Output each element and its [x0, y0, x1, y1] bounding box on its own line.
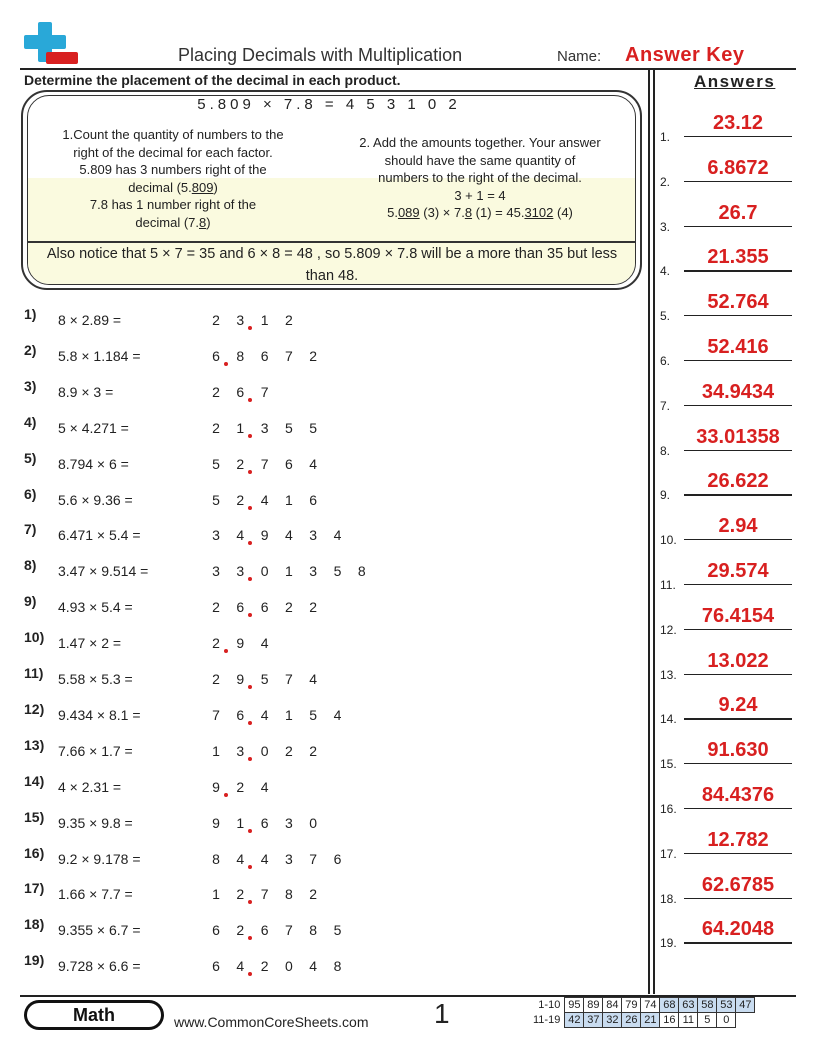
- decimal-point-marker: [248, 506, 252, 510]
- score-cell: 63: [679, 998, 698, 1013]
- problem-row: [0, 844, 640, 881]
- product-digit: 4: [260, 778, 269, 795]
- problem-number: 1): [24, 306, 37, 322]
- product-digit: 2: [260, 958, 269, 975]
- decimal-point-marker: [224, 362, 228, 366]
- product-digit: 8: [309, 922, 318, 939]
- decimal-point-marker: [248, 613, 252, 617]
- answer-line: [684, 494, 792, 495]
- answer-line: [684, 136, 792, 137]
- answer-line: [684, 315, 792, 316]
- problem-number: 10): [24, 629, 45, 646]
- product-digit: 2: [236, 778, 245, 795]
- score-cell: 21: [641, 1013, 660, 1028]
- answer-value: 6.8672: [707, 156, 769, 179]
- product-digit: 6: [260, 814, 269, 831]
- decimal-point-marker: [248, 865, 252, 869]
- answer-row: [656, 604, 796, 649]
- problem-row: [0, 449, 640, 486]
- problem-expression: 9.355 × 6.7 =: [58, 922, 141, 939]
- product-digit: 0: [284, 958, 293, 975]
- column-divider: [648, 68, 650, 994]
- product-digit: 9: [212, 778, 220, 795]
- product-digit: 4: [236, 850, 245, 867]
- problem-row: [0, 485, 640, 522]
- product-digit: 2: [236, 886, 245, 903]
- problem-row: [0, 341, 640, 378]
- product-digit: 5: [212, 455, 220, 472]
- product-digit: 0: [260, 742, 269, 759]
- product-digit: 2: [284, 742, 293, 759]
- worksheet-title: Placing Decimals with Multiplication: [178, 45, 463, 65]
- answer-line: [684, 539, 792, 540]
- problem-number: 9): [24, 593, 37, 610]
- product-digit: 0: [309, 814, 318, 831]
- answer-line: [684, 629, 792, 630]
- product-digit: 8: [333, 958, 342, 975]
- problem-row: [0, 306, 640, 342]
- decimal-point-marker: [248, 398, 252, 402]
- score-range-label: 11-19: [533, 1014, 561, 1026]
- problem-expression: 5.58 × 5.3 =: [58, 671, 133, 687]
- product-digit: 2: [236, 491, 245, 508]
- answer-number: 16.: [660, 802, 677, 816]
- problem-expression: 8.9 × 3 =: [58, 383, 114, 400]
- product-digit: 7: [284, 347, 293, 364]
- example-step-1: 1.Count the quantity of numbers to the right of the decimal for each factor. 5.809 has 3 numbers right of the decimal (5.809) 7.8 has 1 number right of the decimal (7.8): [62, 127, 284, 230]
- product-digit: 7: [309, 850, 318, 867]
- decimal-point-marker: [248, 470, 252, 474]
- problem-row: [0, 700, 640, 737]
- product-digit: 5: [212, 491, 220, 508]
- answer-number: 7.: [660, 398, 671, 413]
- product-digit: 3: [236, 563, 245, 580]
- answer-value: 23.12: [712, 112, 764, 134]
- product-digit: 2: [309, 599, 318, 616]
- answer-row: [656, 784, 796, 828]
- decimal-point-marker: [248, 721, 252, 725]
- product-digit: 6: [260, 347, 269, 364]
- decimal-point-marker: [224, 649, 228, 653]
- score-cell: 74: [641, 998, 660, 1013]
- decimal-point-marker: [248, 434, 252, 438]
- score-cell: 11: [679, 1013, 698, 1028]
- product-digit: 2: [212, 312, 220, 328]
- answer-value: 26.622: [707, 470, 769, 493]
- problem-expression: 8 × 2.89 =: [58, 312, 122, 328]
- answer-row: [656, 649, 796, 694]
- page-number: 1: [434, 998, 450, 1029]
- answer-value: 52.764: [707, 291, 769, 314]
- answer-key-label: Answer Key: [625, 44, 745, 66]
- product-digit: 1: [284, 563, 293, 580]
- answer-line: [684, 405, 792, 406]
- product-digit: 3: [309, 563, 318, 580]
- problem-row: [0, 629, 640, 665]
- answer-number: 12.: [660, 622, 677, 637]
- product-digit: 7: [212, 706, 220, 723]
- product-digit: 4: [309, 455, 318, 472]
- decimal-point-marker: [248, 326, 252, 330]
- product-digit: 6: [260, 922, 269, 939]
- problem-number: 16): [24, 844, 45, 861]
- decimal-point-marker: [248, 936, 252, 940]
- answer-value: 33.01358: [696, 425, 780, 448]
- problem-expression: 9.35 × 9.8 =: [58, 814, 133, 831]
- problem-expression: 1.66 × 7.7 =: [58, 886, 133, 903]
- product-digit: 4: [333, 706, 342, 723]
- answers-heading: Answers: [694, 72, 776, 91]
- problem-row: [0, 772, 640, 809]
- answer-value: 12.782: [707, 828, 769, 851]
- answer-number: 6.: [660, 354, 671, 368]
- problem-number: 13): [24, 736, 45, 753]
- problem-number: 3): [24, 377, 37, 394]
- answer-number: 11.: [660, 578, 676, 592]
- answer-line: [684, 226, 792, 227]
- problem-row: [0, 665, 640, 701]
- answer-line: [684, 942, 792, 943]
- score-range-label: 1-10: [538, 999, 561, 1011]
- problem-expression: 5.6 × 9.36 =: [58, 491, 133, 508]
- answer-value: 21.355: [707, 246, 769, 269]
- product-digit: 3: [309, 527, 318, 544]
- decimal-point-marker: [248, 829, 252, 833]
- product-digit: 0: [260, 563, 269, 580]
- answer-value: 84.4376: [701, 784, 775, 806]
- score-row: [531, 1013, 755, 1028]
- score-cell: 47: [736, 998, 755, 1013]
- problem-number: 6): [24, 485, 37, 502]
- product-digit: 9: [212, 814, 220, 831]
- product-digit: 7: [260, 455, 269, 472]
- problem-number: 14): [24, 772, 45, 789]
- problem-expression: 1.47 × 2 =: [58, 635, 122, 652]
- answer-number: 13.: [660, 667, 677, 682]
- answer-row: [656, 112, 796, 156]
- answer-line: [684, 674, 792, 675]
- answer-line: [684, 270, 792, 271]
- product-digit: 7: [284, 922, 293, 939]
- answer-number: 14.: [660, 712, 677, 727]
- product-digit: 5: [260, 671, 269, 687]
- score-cell: 5: [698, 1013, 717, 1028]
- answer-value: 52.416: [707, 336, 769, 358]
- product-digit: 8: [212, 850, 220, 867]
- answer-row: [656, 291, 796, 335]
- product-digit: 2: [309, 347, 318, 364]
- problem-number: 2): [24, 341, 37, 358]
- decimal-point-marker: [248, 757, 252, 761]
- product-digit: 6: [236, 599, 245, 616]
- product-digit: 5: [309, 706, 318, 723]
- problem-expression: 9.2 × 9.178 =: [58, 850, 141, 867]
- problem-row: [0, 521, 640, 557]
- product-digit: 5: [333, 563, 342, 580]
- score-cell: 89: [584, 998, 603, 1013]
- answer-value: 9.24: [718, 694, 758, 717]
- product-digit: 1: [212, 886, 220, 903]
- product-digit: 7: [260, 886, 269, 903]
- problem-expression: 8.794 × 6 =: [58, 455, 129, 472]
- decimal-point-marker: [248, 685, 252, 689]
- problem-expression: 7.66 × 1.7 =: [58, 742, 133, 759]
- answer-value: 64.2048: [701, 918, 775, 941]
- answer-number: 5.: [660, 309, 671, 324]
- product-digit: 6: [236, 383, 245, 400]
- problem-number: 8): [24, 557, 37, 574]
- product-digit: 9: [236, 635, 245, 652]
- problem-row: [0, 952, 640, 988]
- subject-badge: [24, 1000, 164, 1030]
- product-digit: 4: [309, 671, 318, 687]
- product-digit: 9: [236, 671, 245, 687]
- product-digit: 6: [212, 958, 220, 975]
- answer-row: [656, 828, 796, 873]
- problem-number: 19): [24, 952, 45, 969]
- problem-row: [0, 413, 640, 450]
- product-digit: 5: [333, 922, 342, 939]
- product-digit: 1: [212, 742, 220, 759]
- problem-row: [0, 916, 640, 952]
- answer-value: 2.94: [718, 515, 758, 538]
- problem-expression: 4.93 × 5.4 =: [58, 599, 133, 616]
- subject-label: Math: [27, 1003, 161, 1027]
- answer-number: 10.: [660, 533, 677, 548]
- answer-row: [656, 739, 796, 783]
- score-cell: 0: [717, 1013, 736, 1028]
- product-digit: 6: [333, 850, 342, 867]
- answer-number: 17.: [660, 846, 677, 861]
- product-digit: 2: [212, 419, 220, 436]
- decimal-point-marker: [248, 577, 252, 581]
- answer-row: [656, 873, 796, 918]
- product-digit: 7: [284, 671, 293, 687]
- product-digit: 9: [260, 527, 269, 544]
- answer-number: 3.: [660, 219, 671, 234]
- answer-line: [684, 360, 792, 361]
- product-digit: 3: [236, 312, 245, 328]
- problem-number: 4): [24, 413, 37, 430]
- product-digit: 7: [260, 383, 269, 400]
- score-cell: 32: [603, 1013, 622, 1028]
- score-cell: 16: [660, 1013, 679, 1028]
- product-digit: 6: [212, 922, 220, 939]
- product-digit: 6: [260, 599, 269, 616]
- column-divider: [653, 68, 655, 994]
- product-digit: 5: [309, 419, 318, 436]
- product-digit: 6: [309, 491, 318, 508]
- answer-line: [684, 718, 792, 719]
- product-digit: 4: [309, 958, 318, 975]
- problem-number: 11): [24, 665, 44, 681]
- header-rule: [20, 68, 796, 70]
- answer-row: [656, 246, 796, 290]
- score-cell: 53: [717, 998, 736, 1013]
- answer-number: 4.: [660, 264, 671, 279]
- problem-expression: 6.471 × 5.4 =: [58, 527, 141, 544]
- decimal-point-marker: [248, 541, 252, 545]
- product-digit: 8: [284, 886, 293, 903]
- product-digit: 2: [284, 312, 293, 328]
- answer-number: 2.: [660, 174, 671, 189]
- answer-line: [684, 450, 792, 451]
- score-cell: 42: [565, 1013, 584, 1028]
- score-cell: 79: [622, 998, 641, 1013]
- answer-row: [656, 918, 796, 962]
- answer-line: [684, 808, 792, 809]
- answer-number: 18.: [660, 891, 677, 906]
- problem-row: [0, 880, 640, 916]
- answer-value: 34.9434: [701, 380, 775, 403]
- product-digit: 4: [260, 635, 269, 652]
- answer-line: [684, 853, 792, 854]
- product-digit: 3: [260, 419, 269, 436]
- product-digit: 2: [212, 671, 220, 687]
- problem-row: [0, 557, 640, 593]
- decimal-point-marker: [248, 972, 252, 976]
- answer-value: 76.4154: [701, 604, 775, 627]
- problem-number: 12): [24, 700, 45, 717]
- answer-row: [656, 336, 796, 380]
- problem-row: [0, 593, 640, 629]
- product-digit: 5: [284, 419, 293, 436]
- product-digit: 4: [284, 527, 293, 544]
- problem-expression: 9.728 × 6.6 =: [58, 958, 141, 975]
- product-digit: 8: [357, 563, 366, 580]
- product-digit: 6: [212, 347, 220, 364]
- product-digit: 3: [284, 850, 293, 867]
- example-equation: 5.809 × 7.8 = 4 5 3 1 0 2: [197, 96, 461, 113]
- website-url: www.CommonCoreSheets.com: [174, 1014, 369, 1030]
- product-digit: 1: [284, 491, 293, 508]
- problem-number: 7): [24, 521, 37, 538]
- problem-expression: 5.8 × 1.184 =: [58, 347, 141, 364]
- product-digit: 2: [309, 886, 318, 903]
- score-cell: 95: [565, 998, 584, 1013]
- answer-row: [656, 201, 796, 246]
- product-digit: 4: [260, 850, 269, 867]
- product-digit: 2: [212, 635, 220, 652]
- decimal-point-marker: [224, 793, 228, 797]
- answer-row: [656, 560, 796, 604]
- example-step-2: 2. Add the amounts together. Your answer should have the same quantity of numbers to the right of the decimal. 3 + 1 = 4 5.089 (3) × 7.8 (1) = 45.3102 (4): [359, 135, 601, 220]
- answer-number: 8.: [660, 443, 671, 458]
- answer-row: [656, 515, 796, 559]
- example-estimation-note: Also notice that 5 × 7 = 35 and 6 × 8 = 48 , so 5.809 × 7.8 will be a more than 35 but less than 48.: [46, 246, 618, 284]
- problem-number: 17): [24, 880, 45, 897]
- product-digit: 2: [212, 383, 220, 400]
- product-digit: 2: [212, 599, 220, 616]
- product-digit: 8: [236, 347, 245, 364]
- answer-line: [684, 898, 792, 899]
- decimal-point-marker: [248, 900, 252, 904]
- product-digit: 4: [260, 706, 269, 723]
- product-digit: 3: [236, 742, 245, 759]
- product-digit: 2: [309, 742, 318, 759]
- answer-row: [656, 470, 796, 514]
- answer-number: 15.: [660, 757, 677, 772]
- product-digit: 1: [260, 312, 269, 328]
- answer-value: 29.574: [707, 560, 769, 582]
- product-digit: 4: [236, 958, 245, 975]
- answer-row: [656, 380, 796, 425]
- answer-value: 62.6785: [701, 873, 775, 896]
- problem-number: 15): [24, 808, 45, 825]
- name-label: Name:: [557, 48, 602, 65]
- problem-expression: 9.434 × 8.1 =: [58, 706, 141, 723]
- product-digit: 1: [236, 419, 245, 436]
- problem-expression: 4 × 2.31 =: [58, 778, 122, 795]
- instructions: Determine the placement of the decimal in each product.: [24, 72, 401, 88]
- product-digit: 2: [284, 599, 293, 616]
- score-cell: 58: [698, 998, 717, 1013]
- problem-row: [0, 377, 640, 414]
- problem-number: 18): [24, 916, 45, 933]
- problem-row: [0, 808, 640, 845]
- product-digit: 6: [284, 455, 293, 472]
- score-table: [531, 997, 755, 1028]
- score-cell: 84: [603, 998, 622, 1013]
- problem-expression: 5 × 4.271 =: [58, 419, 129, 436]
- problem-row: [0, 736, 640, 773]
- answer-line: [684, 763, 792, 764]
- product-digit: 1: [284, 706, 293, 723]
- score-row: [531, 998, 755, 1013]
- answer-line: [684, 181, 792, 182]
- answer-row: [656, 156, 796, 201]
- score-cell: 68: [660, 998, 679, 1013]
- product-digit: 2: [236, 922, 245, 939]
- plus-minus-logo-icon: [22, 20, 80, 68]
- product-digit: 3: [212, 527, 220, 544]
- answer-value: 26.7: [718, 201, 758, 224]
- answer-value: 91.630: [707, 739, 769, 762]
- score-cell: 26: [622, 1013, 641, 1028]
- product-digit: 3: [284, 814, 293, 831]
- score-cell: 37: [584, 1013, 603, 1028]
- answer-row: [656, 694, 796, 738]
- answer-number: 1.: [660, 130, 671, 144]
- product-digit: 4: [236, 527, 245, 544]
- answer-row: [656, 425, 796, 470]
- product-digit: 4: [260, 491, 269, 508]
- answer-number: 19.: [660, 936, 677, 951]
- answer-line: [684, 584, 792, 585]
- problem-number: 5): [24, 449, 37, 466]
- problem-expression: 3.47 × 9.514 =: [58, 563, 149, 580]
- answer-value: 13.022: [707, 649, 769, 672]
- product-digit: 4: [333, 527, 342, 544]
- product-digit: 2: [236, 455, 245, 472]
- product-digit: 6: [236, 706, 245, 723]
- answer-number: 9.: [660, 488, 671, 503]
- product-digit: 3: [212, 563, 220, 580]
- product-digit: 1: [236, 814, 245, 831]
